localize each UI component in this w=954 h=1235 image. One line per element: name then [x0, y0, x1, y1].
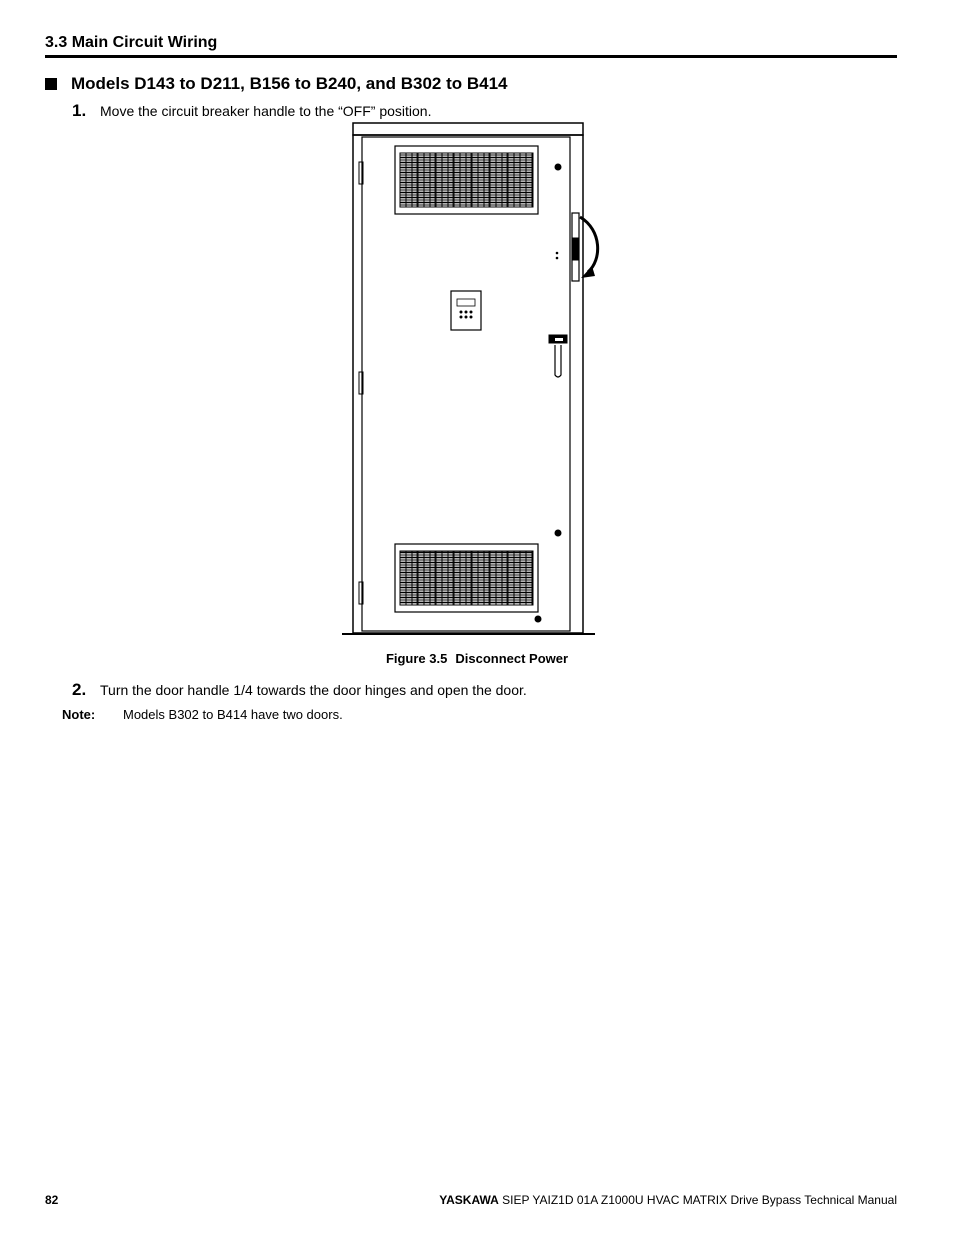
step-text: Move the circuit breaker handle to the “OFF” position. [100, 103, 432, 119]
section-title: 3.3 Main Circuit Wiring [45, 34, 218, 51]
figure-title: Disconnect Power [455, 651, 569, 666]
screw-icon [555, 530, 561, 536]
page-header [45, 33, 897, 58]
note-label: Note: [62, 707, 96, 722]
figure-label: Figure 3.5 [385, 651, 448, 666]
step-2 [72, 680, 527, 700]
bottom-vent-icon [395, 544, 538, 612]
step-text: Turn the door handle 1/4 towards the door hinges and open the door. [100, 682, 527, 698]
footer-doc: SIEP YAIZ1D 01A Z1000U HVAC MATRIX Drive Bypass Technical Manual [502, 1193, 897, 1207]
figure-caption [0, 651, 954, 666]
note-text: Models B302 to B414 have two doors. [123, 707, 343, 722]
page-number: 82 [45, 1193, 59, 1207]
circuit-breaker-handle-icon [556, 213, 579, 281]
subsection-heading [45, 74, 508, 94]
note [62, 707, 343, 722]
top-vent-icon [395, 146, 538, 214]
step-1 [72, 101, 431, 121]
footer-document-title [439, 1193, 897, 1207]
step-number: 1. [72, 101, 87, 120]
screw-icon [535, 616, 541, 622]
footer-brand: YASKAWA [439, 1193, 499, 1207]
cabinet-figure [340, 120, 600, 640]
square-bullet-icon [45, 78, 57, 90]
door-handle-icon [549, 335, 567, 377]
subsection-heading-text: Models D143 to D211, B156 to B240, and B302 to B414 [71, 74, 508, 93]
keypad-icon [451, 291, 481, 330]
screw-icon [555, 164, 561, 170]
cabinet-top [353, 123, 583, 135]
step-number: 2. [72, 680, 87, 699]
